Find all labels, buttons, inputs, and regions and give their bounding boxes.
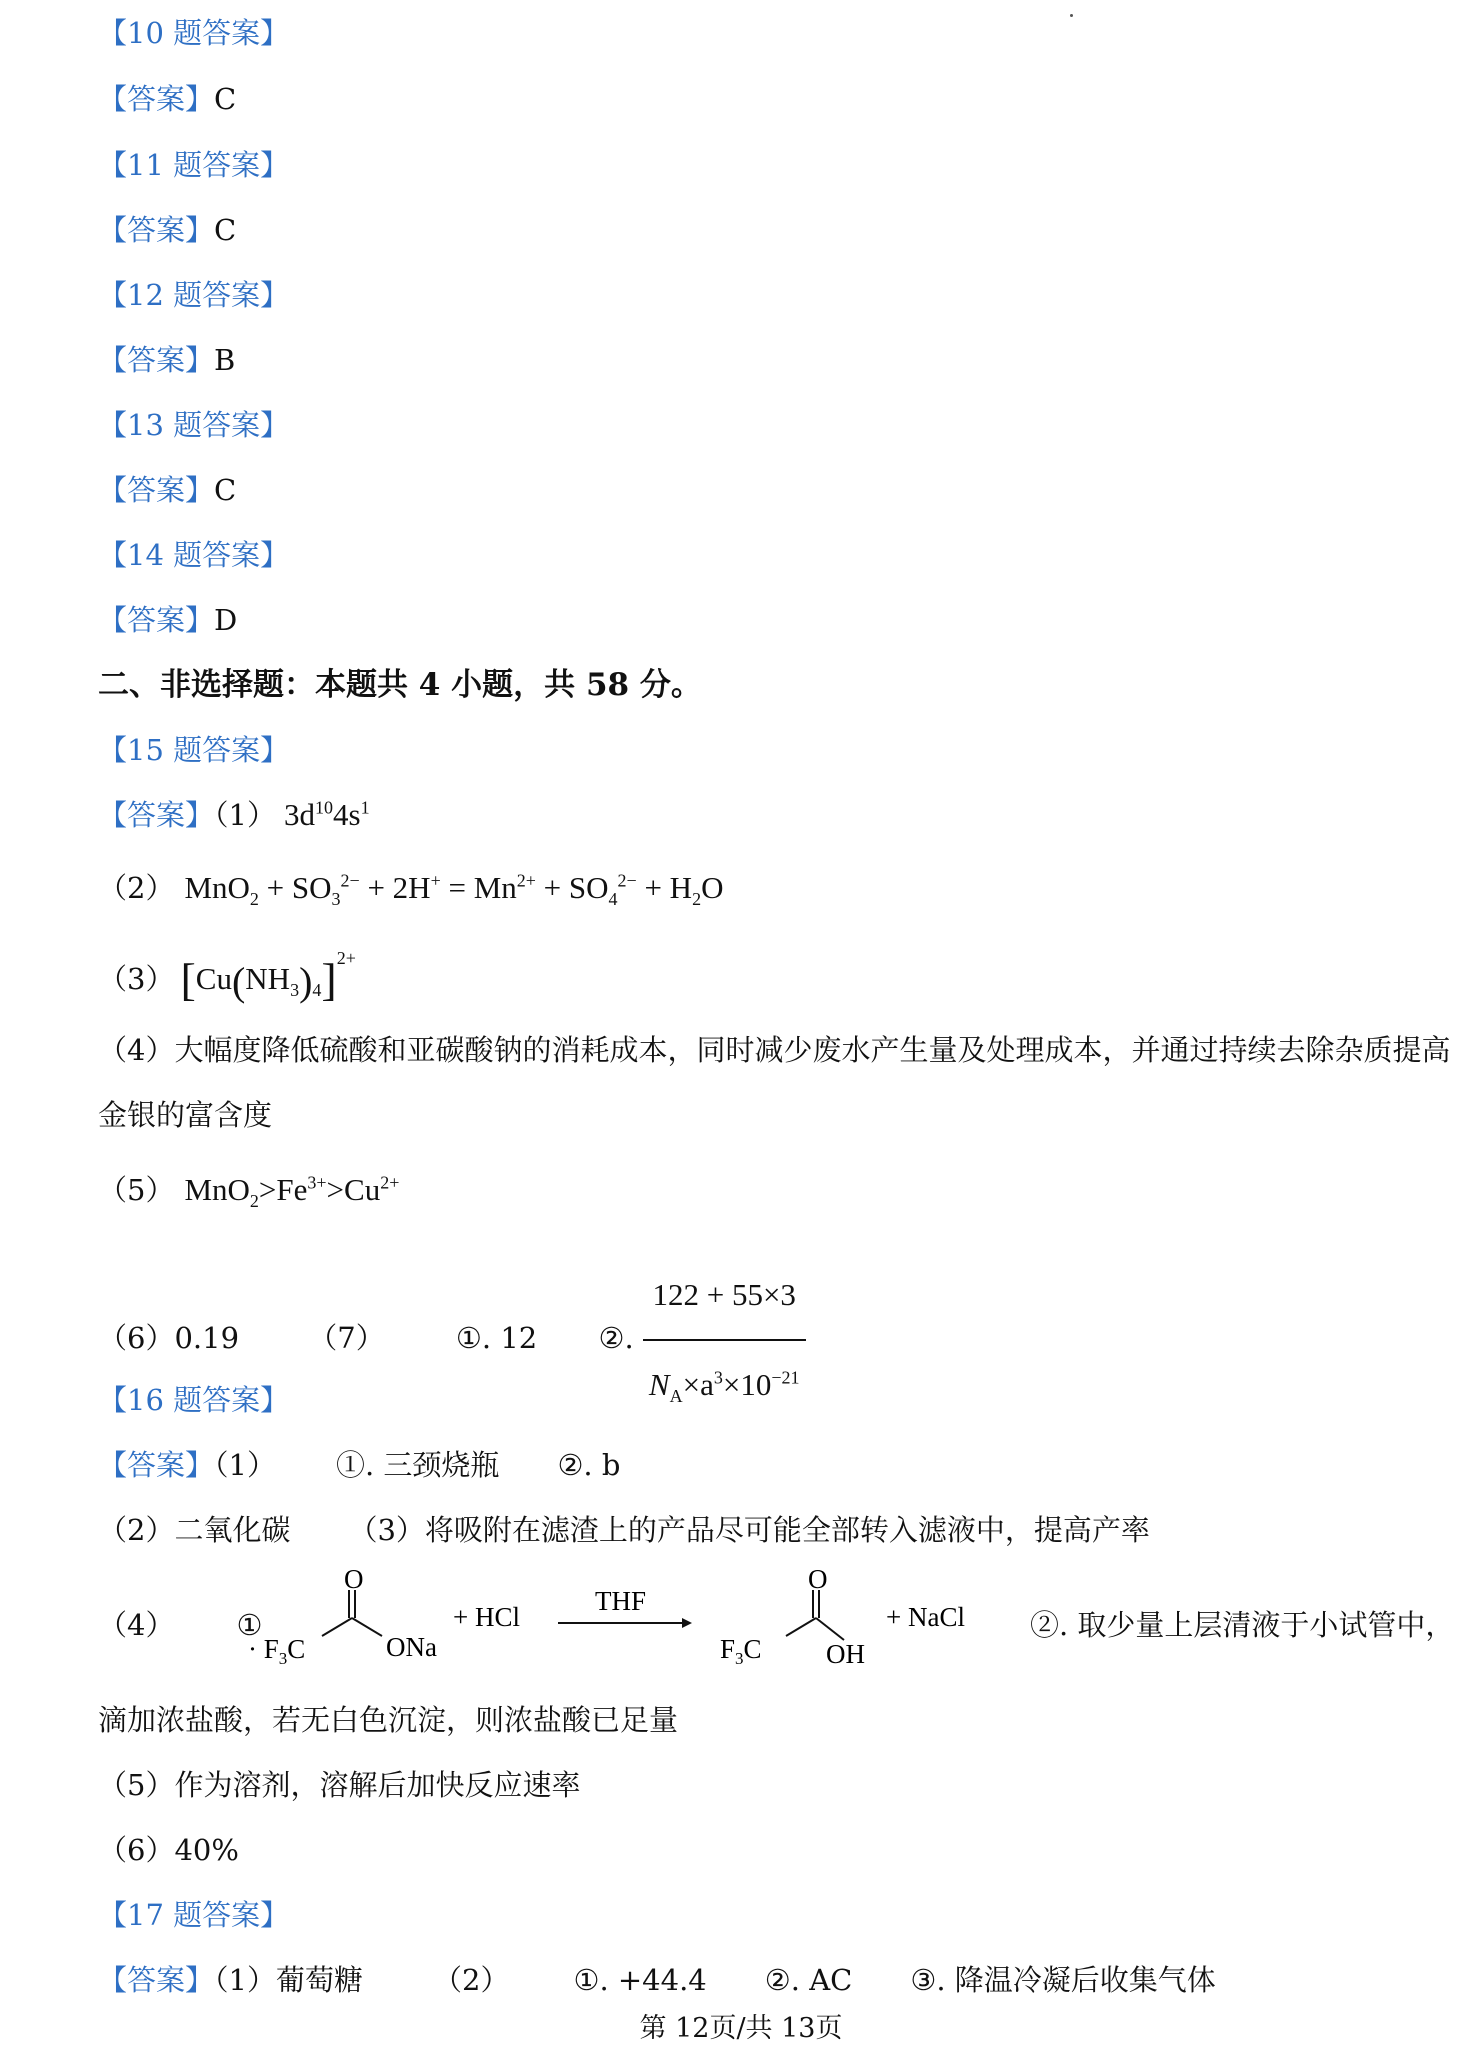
q15-title: 【15 题答案】 (98, 733, 290, 767)
q14-title: 【14 题答案】 (98, 538, 290, 572)
carbonyl-o-label: O (344, 1568, 364, 1594)
q16-answer-4-part2: ②. 取少量上层清液于小试管中， (1030, 1608, 1455, 1642)
q15-answer-4-cont: 金银的富含度 (98, 1098, 273, 1132)
product-cf3-label: $F_3C$ (720, 1634, 762, 1668)
q16-title: 【16 题答案】 (98, 1383, 290, 1417)
nacl-label: + NaCl (886, 1602, 965, 1632)
q13-title: 【13 题答案】 (98, 408, 290, 442)
q15-answer-2: （2） $MnO_2 + SO_3^{2-} + 2H^+ = Mn^{2+} + SO_4^{2-} + H_2O$ (98, 870, 724, 910)
hcl-label: + HCl (453, 1602, 520, 1632)
thf-label: THF (595, 1586, 647, 1616)
oh-label: OH (826, 1639, 865, 1669)
q15-answer-5: （5） $MnO_2>Fe^{3+}>Cu^{2+}$ (98, 1172, 400, 1212)
arrow-icon (682, 1618, 692, 1628)
product-o-label: O (808, 1568, 828, 1594)
ona-label: ONa (386, 1632, 437, 1662)
density-fraction: $\frac{122 + 55\times 3}{N_A\times a^3\times 10^{-21}}$ (643, 1255, 806, 1425)
q11-answer: 【答案】C (98, 213, 237, 247)
q15-answer-6-7: （6）0.19 （7） ①. 12 ②. $\frac{122 + 55\times 3}{N_A\times a^3\times 10^{-21}}$ (98, 1255, 806, 1425)
q11-title: 【11 题答案】 (98, 148, 290, 182)
q16-answer-2-3: （2）二氧化碳 （3）将吸附在滤渣上的产品尽可能全部转入滤液中，提高产率 (98, 1513, 1150, 1547)
q17-title: 【17 题答案】 (98, 1898, 290, 1932)
q12-answer: 【答案】B (98, 343, 236, 377)
q10-answer: 【答案】C (98, 82, 237, 116)
speck (1070, 14, 1073, 17)
q15-answer-1: 【答案】（1） $3d^{10}4s^1$ (98, 797, 370, 832)
q12-title: 【12 题答案】 (98, 278, 290, 312)
q16-answer-4: （4） ① (98, 1608, 263, 1642)
q15-answer-4: （4）大幅度降低硫酸和亚碳酸钠的消耗成本，同时减少废水产生量及处理成本，并通过持续去除杂质提高 (98, 1033, 1451, 1067)
q10-title: 【10 题答案】 (98, 16, 290, 50)
section-heading: 二、非选择题：本题共 4 小题，共 58 分。 (98, 667, 702, 703)
q16-answer-4-cont: 滴加浓盐酸，若无白色沉淀，则浓盐酸已足量 (98, 1703, 679, 1737)
q13-answer: 【答案】C (98, 473, 237, 507)
q16-answer-1: 【答案】（1） ①. 三颈烧瓶 ②. b (98, 1448, 621, 1482)
q14-answer: 【答案】D (98, 603, 238, 637)
reaction-scheme (240, 1568, 1000, 1688)
q16-answer-5: （5）作为溶剂，溶解后加快反应速率 (98, 1768, 581, 1802)
complex-ion: $[Cu(NH_3)_4]^{2+}$ (180, 947, 356, 1005)
q16-answer-6: （6）40% (98, 1833, 239, 1867)
page-footer: 第 12页/共 13页 (639, 2013, 843, 2044)
q17-answer-1: 【答案】（1）葡萄糖 （2） ①. +44.4 ②. AC ③. 降温冷凝后收集气体 (98, 1963, 1216, 1997)
q15-answer-3: （3） $[Cu(NH_3)_4]^{2+}$ (98, 947, 356, 1005)
equation-mno2: $MnO_2 + SO_3^{2-} + 2H^+ = Mn^{2+} + SO_4^{2-} + H_2O$ (184, 870, 724, 910)
cf3-label: · $F_3C$ (248, 1634, 306, 1668)
